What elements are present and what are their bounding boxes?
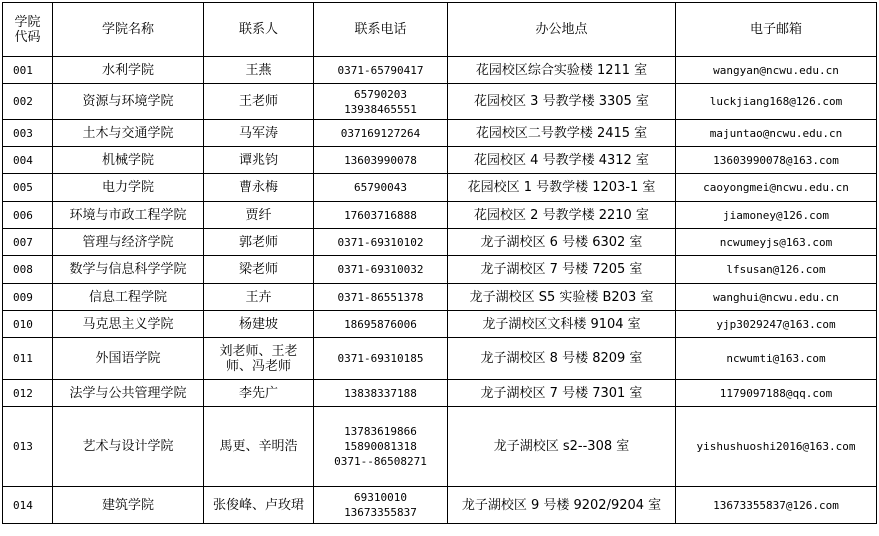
- email-address[interactable]: lfsusan@126.com: [676, 256, 877, 284]
- contact-person-line: 刘老师、王老: [219, 343, 298, 359]
- email-address[interactable]: majuntao@ncwu.edu.cn: [676, 120, 877, 147]
- office-location: 龙子湖校区 8 号楼 8209 室: [448, 338, 676, 380]
- contact-person-line: 马军涛: [238, 125, 278, 141]
- phone-number-line: 13938465551: [344, 102, 417, 116]
- college-code: 006: [3, 202, 53, 229]
- phone-number: [314, 147, 448, 174]
- contact-person-line: 张俊峰、卢玫珺: [212, 497, 304, 513]
- table-row: [3, 120, 877, 147]
- office-location: 花园校区二号教学楼 2415 室: [448, 120, 676, 147]
- header-code: [3, 3, 53, 57]
- table-row: [3, 311, 877, 338]
- college-name: 艺术与设计学院: [53, 407, 204, 487]
- college-name: 资源与环境学院: [53, 84, 204, 120]
- contact-person: [204, 147, 314, 174]
- header-row: [3, 3, 877, 57]
- header-email: 电子邮箱: [676, 3, 877, 57]
- phone-number: [314, 487, 448, 524]
- contact-person: [204, 202, 314, 229]
- table-row: [3, 147, 877, 174]
- phone-number: [314, 380, 448, 407]
- college-contact-table: [2, 2, 877, 524]
- email-address[interactable]: ncwumeyjs@163.com: [676, 229, 877, 256]
- contact-person: [204, 57, 314, 84]
- contact-person: [204, 311, 314, 338]
- college-code: 004: [3, 147, 53, 174]
- contact-person-line: 郭老师: [238, 234, 278, 250]
- table-row: [3, 84, 877, 120]
- phone-number-line: 13603990078: [344, 153, 417, 167]
- header-code-line2: 代码: [14, 29, 41, 45]
- phone-number: [314, 174, 448, 202]
- table-row: [3, 284, 877, 311]
- contact-person-line: 梁老师: [238, 262, 278, 277]
- college-name: 机械学院: [53, 147, 204, 174]
- header-phone: 联系电话: [314, 3, 448, 57]
- email-address[interactable]: 13603990078@163.com: [676, 147, 877, 174]
- phone-number-line: 69310010: [354, 491, 407, 504]
- contact-person: [204, 256, 314, 284]
- office-location: 花园校区 1 号教学楼 1203-1 室: [448, 174, 676, 202]
- phone-number: [314, 338, 448, 380]
- phone-number-line: 0371-69310185: [337, 352, 424, 365]
- college-name: 信息工程学院: [53, 284, 204, 311]
- contact-person: [204, 284, 314, 311]
- phone-number-line: 0371-65790417: [337, 63, 424, 77]
- phone-number: [314, 202, 448, 229]
- email-address[interactable]: 1179097188@qq.com: [676, 380, 877, 407]
- office-location: 龙子湖校区 6 号楼 6302 室: [448, 229, 676, 256]
- college-code: 007: [3, 229, 53, 256]
- contact-person-line: 王燕: [245, 62, 272, 78]
- header-code-line1: 学院: [14, 14, 41, 30]
- contact-person-line: 王卉: [245, 289, 272, 305]
- contact-person: [204, 338, 314, 380]
- office-location: 龙子湖校区 7 号楼 7301 室: [448, 380, 676, 407]
- email-address[interactable]: ncwumti@163.com: [676, 338, 877, 380]
- phone-number-line: 13783619866: [344, 425, 417, 438]
- college-name: 环境与市政工程学院: [53, 202, 204, 229]
- office-location: 龙子湖校区 9 号楼 9202/9204 室: [448, 487, 676, 524]
- college-name: 管理与经济学院: [53, 229, 204, 256]
- phone-number-line: 18695876006: [344, 317, 417, 331]
- office-location: 花园校区综合实验楼 1211 室: [448, 57, 676, 84]
- office-location: 花园校区 4 号教学楼 4312 室: [448, 147, 676, 174]
- contact-person-line: 贾纤: [245, 207, 272, 223]
- contact-person: [204, 380, 314, 407]
- college-code: 010: [3, 311, 53, 338]
- email-address[interactable]: 13673355837@126.com: [676, 487, 877, 524]
- phone-number-line: 0371-86551378: [337, 290, 424, 304]
- contact-person-line: 杨建坡: [238, 316, 278, 332]
- college-code: 012: [3, 380, 53, 407]
- college-code: 011: [3, 338, 53, 380]
- office-location: 花园校区 2 号教学楼 2210 室: [448, 202, 676, 229]
- phone-number: [314, 57, 448, 84]
- email-address[interactable]: caoyongmei@ncwu.edu.cn: [676, 174, 877, 202]
- header-contact: 联系人: [204, 3, 314, 57]
- email-address[interactable]: yjp3029247@163.com: [676, 311, 877, 338]
- contact-person: [204, 407, 314, 487]
- phone-number-line: 0371-69310032: [337, 263, 424, 276]
- phone-number: [314, 229, 448, 256]
- college-name: 马克思主义学院: [53, 311, 204, 338]
- table-row: [3, 338, 877, 380]
- phone-number-line: 037169127264: [340, 126, 421, 140]
- college-name: 外国语学院: [53, 338, 204, 380]
- phone-number: [314, 311, 448, 338]
- contact-person-line: 馬更、辛明浩: [219, 439, 298, 454]
- contact-person-line: 曹永梅: [238, 180, 278, 195]
- college-code: 002: [3, 84, 53, 120]
- college-name: 土木与交通学院: [53, 120, 204, 147]
- table-row: [3, 229, 877, 256]
- table-row: [3, 256, 877, 284]
- contact-person-line: 谭兆钧: [238, 152, 278, 168]
- email-address[interactable]: wanghui@ncwu.edu.cn: [676, 284, 877, 311]
- contact-person: [204, 174, 314, 202]
- college-code: 005: [3, 174, 53, 202]
- phone-number-line: 0371-69310102: [337, 235, 424, 249]
- phone-number-line: 15890081318: [344, 440, 417, 453]
- college-code: 001: [3, 57, 53, 84]
- table-body: [3, 57, 877, 524]
- contact-person-line: 王老师: [238, 94, 278, 109]
- college-code: 014: [3, 487, 53, 524]
- phone-number-line: 65790043: [354, 181, 407, 194]
- email-address[interactable]: jiamoney@126.com: [676, 202, 877, 229]
- phone-number-line: 13838337188: [344, 386, 417, 400]
- phone-number-line: 0371--86508271: [334, 455, 427, 468]
- header-name: 学院名称: [53, 3, 204, 57]
- phone-number: [314, 256, 448, 284]
- table-row: [3, 487, 877, 524]
- college-code: 009: [3, 284, 53, 311]
- phone-number-line: 65790203: [354, 87, 407, 101]
- table-row: [3, 57, 877, 84]
- table-container: [2, 2, 877, 524]
- email-address[interactable]: wangyan@ncwu.edu.cn: [676, 57, 877, 84]
- office-location: 龙子湖校区 7 号楼 7205 室: [448, 256, 676, 284]
- phone-number: [314, 284, 448, 311]
- table-row: [3, 202, 877, 229]
- college-name: 建筑学院: [53, 487, 204, 524]
- contact-person: [204, 120, 314, 147]
- college-code: 003: [3, 120, 53, 147]
- phone-number: [314, 407, 448, 487]
- contact-person: [204, 229, 314, 256]
- college-code: 008: [3, 256, 53, 284]
- phone-number-line: 13673355837: [344, 506, 417, 519]
- table-row: [3, 380, 877, 407]
- phone-number-line: 17603716888: [344, 208, 417, 222]
- office-location: 龙子湖校区 s2--308 室: [448, 407, 676, 487]
- contact-person: [204, 487, 314, 524]
- email-address[interactable]: luckjiang168@126.com: [676, 84, 877, 120]
- college-name: 数学与信息科学学院: [53, 256, 204, 284]
- email-address[interactable]: yishushuoshi2016@163.com: [676, 407, 877, 487]
- phone-number: [314, 120, 448, 147]
- contact-person: [204, 84, 314, 120]
- college-name: 电力学院: [53, 174, 204, 202]
- header-office: 办公地点: [448, 3, 676, 57]
- table-row: [3, 407, 877, 487]
- office-location: 花园校区 3 号教学楼 3305 室: [448, 84, 676, 120]
- college-code: 013: [3, 407, 53, 487]
- office-location: 龙子湖校区文科楼 9104 室: [448, 311, 676, 338]
- phone-number: [314, 84, 448, 120]
- table-row: [3, 174, 877, 202]
- contact-person-line: 师、冯老师: [225, 358, 291, 374]
- contact-person-line: 李先广: [238, 385, 278, 401]
- college-name: 水利学院: [53, 57, 204, 84]
- college-name: 法学与公共管理学院: [53, 380, 204, 407]
- office-location: 龙子湖校区 S5 实验楼 B203 室: [448, 284, 676, 311]
